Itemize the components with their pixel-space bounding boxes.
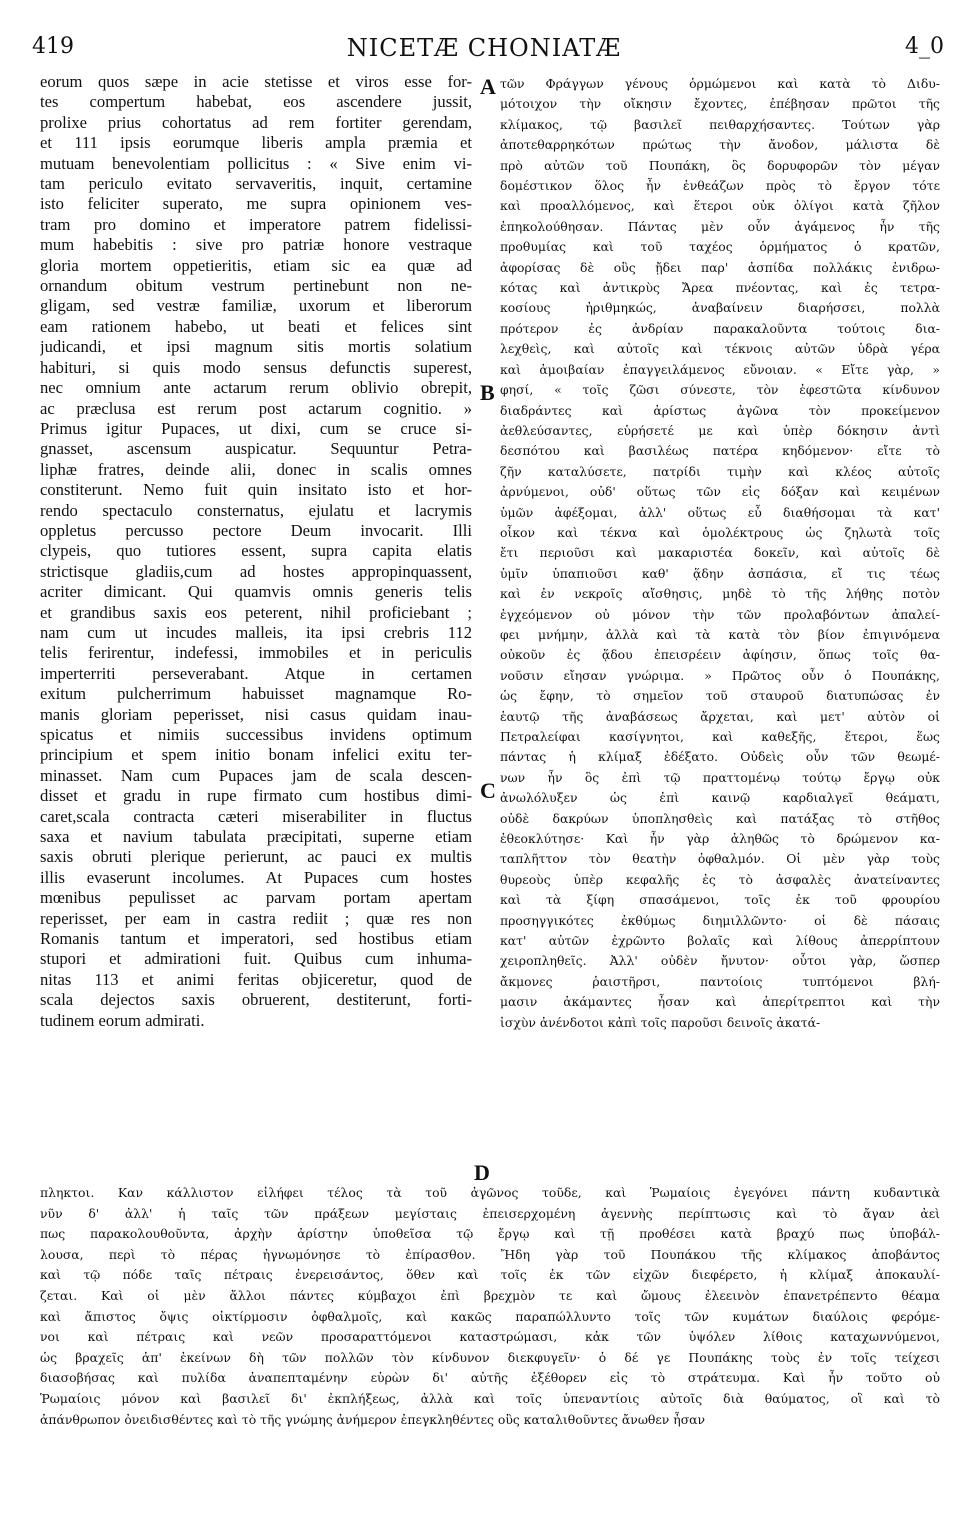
greek-full-text-line: Ῥωμαίοις μόνον καὶ βασιλεῖ δι' ἐκπλήξεως, ἀλλὰ καὶ τοῖς ὑπεναντίοις αὐτοῖς διὰ θαύματος, οἳ καὶ τὸ — [40, 1390, 940, 1406]
greek-text-line: πρὸ αὐτῶν τοῦ Πουπάκη, ὃς δορυφορῶν τὸν μέγαν — [500, 157, 940, 173]
latin-text-line: acriter dimicant. Qui quamvis omnis generis telis — [40, 582, 472, 602]
greek-text-line: οἶκον καὶ τέκνα καὶ ὁμολέκτρους ὡς ζηλωτὰ τοῖς — [500, 524, 940, 540]
section-marker-a: A — [480, 74, 496, 99]
latin-text-line: illis evaserunt incolumes. At Pupaces cum hostes — [40, 867, 472, 887]
section-marker-b: B — [480, 380, 495, 405]
greek-text-line: Πετραλείφαι κασίγνητοι, καὶ καθεξῆς, ἕτεροι, ἕως — [500, 729, 940, 744]
greek-text-line: ἐπηκολούθησαν. Πάντας μὲν οὖν ἀγάμενος ἦν τῆς — [500, 218, 940, 234]
latin-text-line: habituri, si quis modo sensus defunctis superest, — [40, 357, 472, 377]
greek-text-line: ὑμῖν ὑπαπιοῦσι καθ' ᾅδην ἀσπάσια, εἴ τις τέως — [500, 565, 940, 581]
greek-text-line: καὶ ἀμοιβαίαν ἐπαγγειλάμενος εὔνοιαν. « Εἴτε γὰρ, » — [500, 361, 940, 377]
greek-text-line: καὶ τὰ ξίφη σπασάμενοι, τοῖς ἐκ τοῦ φρουρίου — [500, 892, 940, 908]
latin-text-line: exitum pulcherrimum habuisset magnamque Ro- — [40, 684, 472, 704]
greek-text-line: ἑαυτῷ τῆς ἀναβάσεως ἄρχεται, καὶ μετ' αὐτὸν οἱ — [500, 708, 940, 724]
greek-full-text-line: καὶ ἄπιστος ὄψις οἰκτίρμοσιν ὀφθαλμοῖς, καὶ κακῶς παραπώλλυντο τοῖς τῶν κυμάτων διαύλοις φερόμε- — [40, 1308, 940, 1324]
latin-text-line: telis ferirentur, indefessi, immobiles et in periculis — [40, 643, 472, 663]
greek-full-text-line: νῦν δ' ἀλλ' ἡ ταῖς τῶν πράξεων μεγίσταις ἐπεισερχομένη ἀγεννὴς περίπτωσις καὶ τὸ ἄγαν ἀεὶ — [40, 1205, 940, 1221]
latin-text-line: tram pro domino et imperatore patrem fidelissi- — [40, 214, 472, 234]
greek-text-line: νοῦσιν εἴησαν γνώριμα. » Πρῶτος οὖν ὁ Πουπάκης, — [500, 667, 940, 683]
latin-text-line: mum habebitis : sive pro patriæ honore vestraque — [40, 235, 472, 255]
latin-text-line: nec omnium ante actarum rerum oblivio obrepit, — [40, 378, 472, 398]
latin-text-line: saxa et navium tabulata præcipitati, superne etiam — [40, 827, 472, 847]
greek-full-text-line: λουσα, περὶ τὸ πέρας ἠγνωμόνησε τὸ ἐπίρασθον. Ἤδη γὰρ τοῦ Πουπάκου τῆς κλίμακος ἀποβάντος — [40, 1246, 940, 1262]
latin-text-line: nitas 113 et animi feritas objiceretur, quod de — [40, 969, 472, 989]
latin-text-line: tudinem eorum admirati. — [40, 1010, 205, 1030]
greek-text-line: θυρεοὺς ὑπὲρ κεφαλῆς ἐς τὸ ἀσφαλὲς ἀνατείναντες — [500, 871, 940, 887]
latin-text-line: imperterriti perseverabant. Atque in certamen — [40, 663, 472, 683]
greek-text-line: κότας καὶ ἀντικρὺς Ἄρεα πνέοντας, καὶ ἐς τετρα- — [500, 280, 940, 296]
latin-text-line: et grandibus saxis eos peterent, nihil proficiebant ; — [40, 602, 472, 622]
section-marker-d: D — [474, 1160, 490, 1185]
greek-text-line: προθυμίας καὶ τοῦ ταχέος ὁρμήματος ὁ κρατῶν, — [500, 239, 940, 255]
greek-text-line: πάντας ἡ κλίμαξ ἐδέξατο. Οὐδεὶς οὖν τῶν θεωμέ- — [500, 749, 940, 765]
latin-text-line: ac præclusa est rerum post actarum cognitio. » — [40, 398, 472, 418]
running-title: NICETÆ CHONIATÆ — [346, 34, 622, 62]
greek-text-line: νων ἦν ὃς ἐπὶ τῷ πραττομένῳ τούτῳ ἔργῳ οὐκ — [500, 769, 940, 785]
greek-text-line: μότοιχον τὴν οἴκησιν ἔχοντες, ἐπέβησαν πρῶτοι τῆς — [500, 96, 940, 112]
column-marker: 4_0 — [905, 34, 944, 59]
latin-text-line: scala dejectos saxis obruerent, destiterunt, forti- — [40, 990, 472, 1010]
latin-text-line: minasset. Nam cum Pupaces jam de scala descen- — [40, 765, 472, 785]
latin-text-line: gloria mortem oppetieritis, etiam sic ea quæ ad — [40, 255, 472, 275]
greek-text-line: καὶ προαλλόμενος, καὶ ἕτεροι οὐκ ὀλίγοι κατὰ ζῆλον — [500, 198, 940, 214]
latin-text-line: manis gloriam peperisset, nisi casus quidam inau- — [40, 704, 472, 724]
greek-text-line: οὐδὲ δακρύων ὑποπλησθεὶς καὶ πατάξας τὸ στῆθος — [500, 810, 940, 826]
greek-text-line: ἐθεοκλύτησε· Καὶ ἦν γὰρ ἀληθῶς τὸ δρώμενον κα- — [500, 831, 940, 847]
greek-full-text-line: διασοβήσας καὶ πυλίδα ἀναπεπταμένην εὑρὼν δι' αὐτῆς ἐξέθορεν εἰς τὸ στράτευμα. Καὶ ἦν τοῦτο οὐ — [40, 1370, 940, 1386]
greek-text-line: κατ' αὐτῶν ἐχρῶντο βολαῖς καὶ λίθους ἀπερρίπτουν — [500, 933, 940, 949]
latin-text-line: spicatus et nimiis successibus invidens optimum — [40, 725, 472, 744]
greek-full-width-text — [40, 1183, 940, 1430]
greek-text-line: ὡς ἔφην, τὸ σημεῖον τοῦ σταυροῦ διατυπώσας ἐν — [500, 688, 940, 704]
latin-text-line: et 111 ipsis eorumque liberis ampla præmia et — [40, 133, 472, 153]
greek-text-line: ζῆν καταλύσετε, πατρίδι τιμὴν καὶ κλέος αὐτοῖς — [500, 463, 940, 479]
latin-text-line: nam cum ut incudes malleis, ita ipsi crebris 112 — [40, 622, 472, 642]
latin-text-line: ornandum obitum vestrum pertinebunt non ne- — [40, 276, 472, 296]
greek-text-line: διαδράντες καὶ ἀρίστως ἀγῶνα τὸν προκείμενον — [500, 402, 940, 418]
greek-text-line: ἀποτεθαρρηκότων πρώτως τὴν ἄνοδον, μάλιστα δὲ — [500, 137, 940, 153]
greek-text-line: οὐκοῦν ἐς ᾅδου ἐπεισρέειν ἀφίησιν, ὅπως τοῖς θα- — [500, 647, 940, 663]
latin-text-line: eorum quos sæpe in acie stetisse et viros esse for- — [40, 72, 472, 91]
latin-text-line: mutuam benevolentiam pollicitus : « Sive enim vi- — [40, 153, 472, 173]
page-number: 419 — [32, 34, 74, 59]
section-marker-c: C — [480, 778, 496, 803]
greek-text-line: ἀνωλόλυξεν ὡς ἐπὶ καινῷ καρδιαλγεῖ θεάματι, — [500, 790, 940, 806]
latin-text-line: oppletus percusso pectore Deum invocarit. Illi — [40, 520, 472, 540]
greek-text-line: φει μνήμην, ἀλλὰ καὶ τὰ κατὰ τὸν βίον ἐπιγινόμενα — [500, 626, 940, 642]
latin-text-line: mœnibus pepulisset ac parvam portam apertam — [40, 888, 472, 908]
greek-text-line: δομέστικον ὅλος ἦν ἐνθεάζων πρὸς τὸ ἔργον τότε — [500, 178, 940, 194]
latin-text-line: eam rationem habebo, ut beati et felices sint — [40, 316, 472, 336]
latin-text-line: constiterunt. Nemo fuit quin insitato isto et hor- — [40, 480, 472, 500]
running-header — [0, 34, 968, 70]
greek-text-line: χειροπληθεῖς. Ἀλλ' οὐδὲν ἤνυτον· οὗτοι γὰρ, ὥσπερ — [500, 953, 940, 969]
greek-text-line: ἄκμονες ῥαιστῆρσι, παντοίοις τυπτόμενοι βλή- — [500, 973, 940, 989]
latin-text-line: prolixe prius cohortatus ad rem fortiter gerendam, — [40, 112, 472, 132]
greek-text-line: ἀφορίσας δὲ οὓς ᾔδει παρ' ἀσπίδα πολλάκις ἐνιδρω- — [500, 259, 940, 275]
latin-text-line: Primus igitur Pupaces, ut dixi, cum se cruce si- — [40, 418, 472, 438]
greek-full-text-line: ὡς βραχεῖς ἀπ' ἐκείνων δὴ τῶν πολλῶν τὸν κίνδυνον διεκφυγεῖν· ὁ δέ γε Πουπάκης τοὺς ἐν τοῖς τείχεσι — [40, 1349, 940, 1365]
greek-full-text-line: καὶ τῷ πόδε ταῖς πέτραις ἐνερεισάντος, ὅθεν καὶ τοῖς ἐκ τῶν εἰχῶν διεφέρετο, ἡ κλίμαξ ἀποκαυλί- — [40, 1267, 940, 1283]
greek-text-line: λεχθεὶς, καὶ αὐτοῖς καὶ τέκνοις αὐτῶν ὑδρὰ γέρα — [500, 341, 940, 357]
greek-text-line: κλίμακος, τῷ βασιλεῖ πειθαρχήσαντες. Τούτων γὰρ — [500, 116, 940, 132]
greek-text-line: ταπλῆττον τὸν θεατὴν ὀφθαλμόν. Οἱ μὲν γὰρ τοὺς — [500, 851, 940, 867]
greek-text-line: προσηγγικότες ἐκθύμως διημιλλῶντο· οἱ δὲ πάσαις — [500, 912, 940, 928]
latin-text-line: reperisset, per eam in castra rediit ; quæ res non — [40, 908, 472, 928]
greek-text-line: ἰσχὺν ἀνένδοτοι κἀπὶ τοῖς παροῦσι δεινοῖς ἀκατά- — [500, 1014, 821, 1030]
greek-text-line: ἔτι περιοῦσι καὶ μακαριστέα δοκεῖν, καὶ αὐτοῖς δὲ — [500, 545, 940, 561]
greek-full-text-line: ζεται. Καὶ οἱ μὲν ἄλλοι πάντες κύμβαχοι ἐπὶ βρεχμὸν τε καὶ ὤμους ἐλεεινὸν ἐπανετρέπεντο θέαμα — [40, 1287, 940, 1303]
latin-text-line: principium et spem initio bonam infelici exitu ter- — [40, 745, 472, 765]
greek-text-line: τῶν Φράγγων γένους ὁρμώμενοι καὶ κατὰ τὸ Διδυ- — [500, 76, 940, 91]
latin-text-line: gnasset, ascensum auspicatur. Sequuntur Petra- — [40, 439, 472, 459]
latin-text-line: saxis obruti plerique perierunt, ac pauci ex multis — [40, 847, 472, 867]
latin-text-line: liphæ fratres, deinde alii, donec in scalis omnes — [40, 459, 472, 479]
greek-text-line: ἀρνύμενοι, οὐδ' οὕτως τῶν εἰς δόξαν καὶ κειμένων — [500, 484, 940, 500]
greek-full-text-line: πληκτοι. Καν κάλλιστον εἰλήφει τέλος τὰ τοῦ ἀγῶνος τοῦδε, καὶ Ῥωμαίοις ἐγεγόνει πάντη κυδαντικὰ — [40, 1185, 940, 1200]
latin-text-line: clypeis, quo tutiores essent, supra capita elatis — [40, 541, 472, 561]
greek-column — [500, 74, 940, 1033]
latin-text-line: gligam, sed vestræ familiæ, uxorum et liberorum — [40, 296, 472, 316]
latin-column — [40, 72, 472, 1031]
latin-text-line: stupori et admirationi fuit. Quibus cum inhuma- — [40, 949, 472, 969]
greek-text-line: μασιν ἀκάμαντες ἦσαν καὶ ἀπερίτρεπτοι καὶ τὴν — [500, 994, 940, 1010]
latin-text-line: judicandi, et ipsi magnum sitis mortis solatium — [40, 337, 472, 357]
greek-text-line: φησί, « τοῖς ζῶσι σύνεστε, τὸν ἐφεστῶτα κίνδυνον — [500, 382, 940, 398]
latin-text-line: disset et gradu in rupe firmato cum hostibus dimi- — [40, 786, 472, 806]
latin-text-line: caret,scala contracta cæteri miserabiliter in fluctus — [40, 806, 472, 826]
greek-full-text-line: ἀπάνθρωπον ὀνειδισθέντες καὶ τὸ τῆς γνώμης ἀνήμερον ἐπεγκληθέντες οὓς καταλιθοῦντες ἄνωθεν ἦσαν — [40, 1411, 706, 1427]
latin-text-line: tes compertum habebat, eos ascendere jussit, — [40, 92, 472, 112]
greek-text-line: ἐγχεόμενον οὐ μόνον τὴν τῶν προλαβόντων ἀπαλεί- — [500, 606, 940, 622]
greek-text-line: ἀεθλεύσαντες, εὑρήσετέ με καὶ ὑπὲρ δόκησιν ἀντὶ — [500, 422, 940, 438]
greek-full-text-line: πως παρακολουθοῦντα, ἀρχὴν ἀρίστην ὑποθεῖσα τῷ ἔργῳ καὶ τῇ προθέσει κατὰ βραχύ πως ὑποβάλ- — [40, 1226, 940, 1242]
greek-full-text-line: νοι καὶ πέτραις καὶ νεῶν προσαραττόμενοι καταστρώμασι, κἀκ τῶν ὑψόλεν λίθοις καταχωννύμενοι, — [40, 1329, 940, 1345]
latin-text-line: Romanis tantum et imperatori, sed hostibus etiam — [40, 929, 472, 949]
greek-text-line: πρότερον ἐς ἀνδρίαν παρακαλοῦντα τούτοις δια- — [500, 320, 940, 336]
greek-text-line: καὶ ἐν νεκροῖς αἴσθησις, μηδὲ τὸ τῆς λήθης ποτὸν — [500, 586, 940, 602]
greek-text-line: ὑμῶν ἀφέξομαι, ἀλλ' οὕτως εὖ διαθήσομαι τὰ κατ' — [500, 504, 940, 520]
greek-text-line: κοσίους ἠριθμηκώς, ἀναβαίνειν διαρήσσει, πολλὰ — [500, 300, 940, 316]
latin-text-line: rendo spectaculo consternatus, ejulatu et lacrymis — [40, 500, 472, 520]
latin-text-line: tam periculo evitato servaveritis, inquit, certamine — [40, 174, 472, 194]
latin-text-line: strictisque gladiis,cum ad hostes appropinquassent, — [40, 561, 472, 581]
greek-text-line: δεσπότου καὶ βασιλέως πατέρα κηδόμενον· εἴτε τὸ — [500, 443, 940, 459]
latin-text-line: isto feliciter superato, me supra opinionem ves- — [40, 194, 472, 214]
